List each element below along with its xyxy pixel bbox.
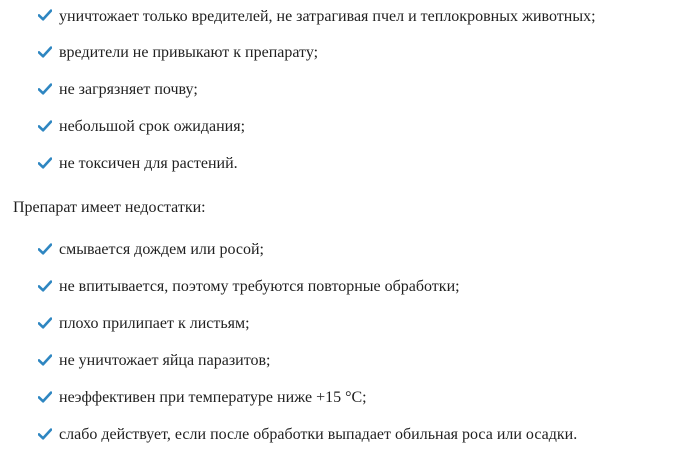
- checkmark-icon: [38, 391, 52, 403]
- list-item: [0, 268, 577, 305]
- checkmark-icon: [38, 83, 52, 95]
- list-item-text: неэффективен при температуре ниже +15 °C;: [59, 389, 367, 406]
- list-item-text: уничтожает только вредителей, не затрагивая пчел и теплокровных животных;: [59, 8, 596, 25]
- checkmark-icon: [38, 120, 52, 132]
- list-item: [0, 305, 577, 342]
- list-item-text: не загрязняет почву;: [59, 81, 198, 98]
- list-item: [0, 0, 596, 34]
- list-item-text: плохо прилипает к листьям;: [59, 315, 250, 332]
- list-item: [0, 342, 577, 379]
- list-item: [0, 108, 596, 145]
- list-item-text: не токсичен для растений.: [59, 155, 238, 172]
- checkmark-icon: [38, 46, 52, 58]
- drawbacks-intro: Препарат имеет недостатки:: [13, 199, 206, 216]
- list-item-text: слабо действует, если после обработки выпадает обильная роса или осадки.: [59, 426, 578, 443]
- list-item-text: небольшой срок ожидания;: [59, 118, 246, 135]
- list-item-text: смывается дождем или росой;: [59, 241, 264, 258]
- list-item-text: вредители не привыкают к препарату;: [59, 44, 319, 61]
- drawbacks-list: [0, 231, 577, 453]
- checkmark-icon: [38, 280, 52, 292]
- checkmark-icon: [38, 428, 52, 440]
- list-item-text: не впитывается, поэтому требуются повторные обработки;: [59, 278, 460, 295]
- checkmark-icon: [38, 354, 52, 366]
- checkmark-icon: [38, 243, 52, 255]
- list-item: [0, 416, 577, 453]
- list-item: [0, 71, 596, 108]
- list-item: [0, 34, 596, 71]
- list-item: [0, 231, 577, 268]
- list-item: [0, 145, 596, 182]
- list-item: [0, 379, 577, 416]
- checkmark-icon: [38, 157, 52, 169]
- advantages-list: [0, 0, 596, 182]
- checkmark-icon: [38, 317, 52, 329]
- list-item-text: не уничтожает яйца паразитов;: [59, 352, 271, 369]
- checkmark-icon: [38, 9, 52, 21]
